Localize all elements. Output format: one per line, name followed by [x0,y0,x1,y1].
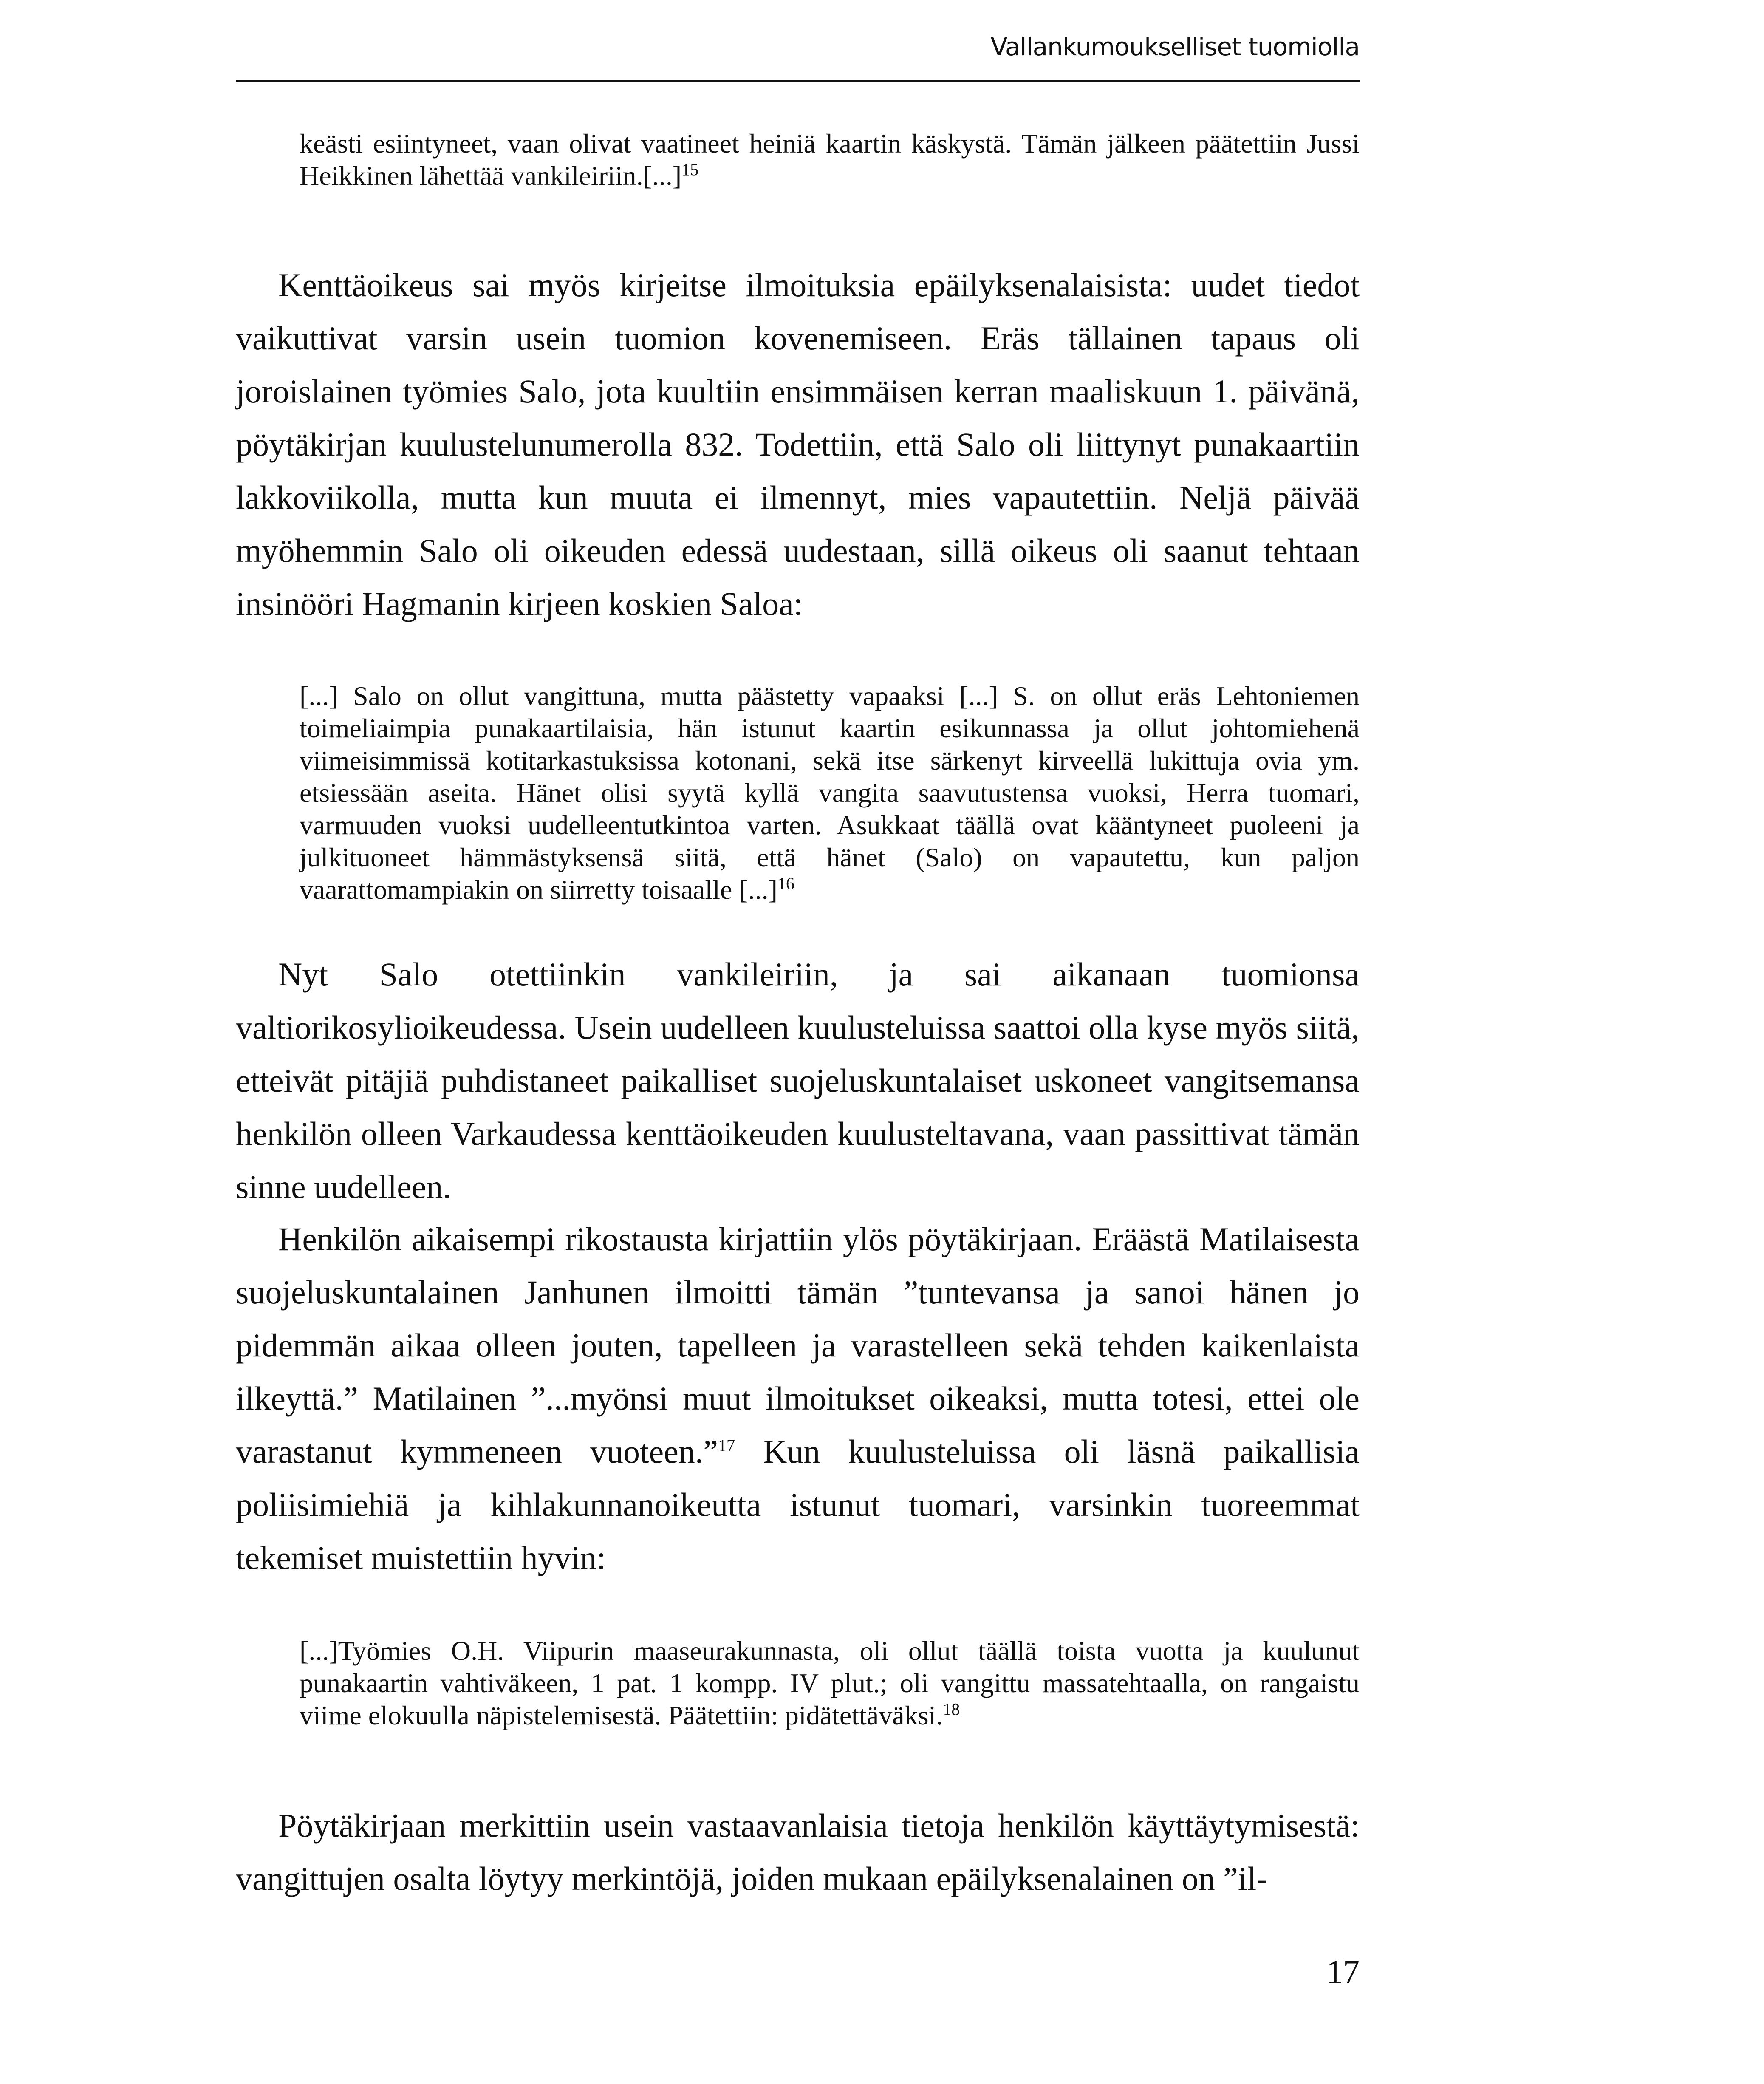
paragraph-text: Henkilön aikaisempi rikostausta kirjattiin ylös pöytäkirjaan. Eräästä Matilaisesta suojeluskuntalainen Janhunen ilmoitti tämän ”tuntevansa ja sanoi hänen jo pidemmän aikaa olleen jouten, tapelleen ja varastelleen sekä tehden kaikenlaista ilkeyttä.” Matilainen ”...myönsi muut ilmoitukset oikeaksi, mutta totesi, ettei ole varastanut kymmeneen vuoteen.” [236,1220,1360,1470]
paragraph-text-continued: Kun kuulusteluissa oli läsnä paikallisia poliisimiehiä ja kihlakunnanoikeutta istunut tuomari, varsinkin tuoreemmat tekemiset muistettiin hyvin: [236,1433,1360,1576]
header-rule [236,80,1360,82]
footnote-ref-17: 17 [718,1436,735,1455]
quote-text: keästi esiintyneet, vaan olivat vaatineet heiniä kaartin käskystä. Tämän jälkeen päätettiin Jussi Heikkinen lähettää vankileiriin.[...] [300,128,1360,191]
paragraph-kenttaoikeus: Kenttäoikeus sai myös kirjeitse ilmoituksia epäilyksenalaisista: uudet tiedot vaikuttivat varsin usein tuomion kovenemiseen. Eräs tällainen tapaus oli joroislainen työmies Salo, jota kuultiin ensimmäisen kerran maaliskuun 1. päivänä, pöytäkirjan kuulustelunumerolla 832. Todettiin, että Salo oli liittynyt punakaartiin lakkoviikolla, mutta kun muuta ei ilmennyt, mies vapautettiin. Neljä päivää myöhemmin Salo oli oikeuden edessä uudestaan, sillä oikeus oli saanut tehtaan insinööri Hagmanin kirjeen koskien Saloa: [236,266,1360,622]
block-quote-tyomies [300,1635,1360,1732]
block-quote-top [300,127,1360,192]
book-page [236,0,1360,2084]
running-header: Vallankumoukselliset tuomiolla [990,32,1360,61]
footnote-ref-18: 18 [943,1699,960,1719]
paragraph-henkilon-rikostausta [236,1212,1360,1584]
quote-text: [...]Työmies O.H. Viipurin maaseurakunnasta, oli ollut täällä toista vuotta ja kuulunut punakaartin vahtiväkeen, 1 pat. 1 kompp. IV plut.; oli vangittu massatehtaalla, on rangaistu viime elokuulla näpistelemisestä. Päätettiin: pidätettäväksi. [300,1636,1360,1730]
block-quote-salo [300,680,1360,906]
page-number: 17 [1326,1953,1360,1990]
paragraph-nyt-salo: Nyt Salo otettiinkin vankileiriin, ja sai aikanaan tuomionsa valtiorikosylioikeudessa. Usein uudelleen kuulusteluissa saattoi olla kyse myös siitä, etteivät pitäjiä puhdistaneet paikalliset suojeluskuntalaiset uskoneet vangitsemansa henkilön olleen Varkaudessa kenttäoikeuden kuulusteltavana, vaan passittivat tämän sinne uudelleen. [236,956,1360,1205]
paragraph-poytakirjaan: Pöytäkirjaan merkittiin usein vastaavanlaisia tietoja henkilön käyttäytymisestä: vangittujen osalta löytyy merkintöjä, joiden mukaan epäilyksenalainen on ”il- [236,1807,1360,1897]
quote-text: [...] Salo on ollut vangittuna, mutta päästetty vapaaksi [...] S. on ollut eräs Lehtoniemen toimeliaimpia punakaartilaisia, hän istunut kaartin esikunnassa ja ollut johtomiehenä viimeisimmissä kotitarkastuksissa kotonani, sekä itse särkenyt kirveellä lukittuja ovia ym. etsiessään aseita. Hänet olisi syytä kyllä vangita saavutustensa vuoksi, Herra tuomari, varmuuden vuoksi uudelleentutkintoa varten. Asukkaat täällä ovat kääntyneet puoleeni ja julkituoneet hämmästyksensä siitä, että hänet (Salo) on vapautettu, kun paljon vaarattomampiakin on siirretty toisaalle [...] [300,681,1360,905]
footnote-ref-16: 16 [777,874,794,893]
footnote-ref-15: 15 [681,160,699,179]
